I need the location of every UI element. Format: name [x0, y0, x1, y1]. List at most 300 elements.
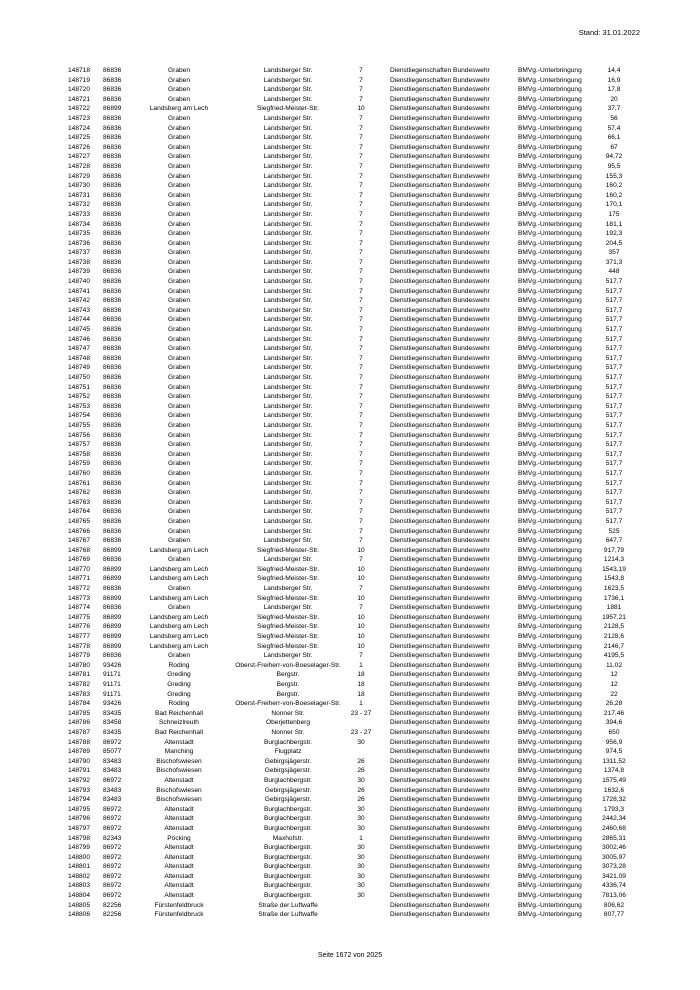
cell-id: 148806	[68, 911, 91, 919]
cell-ort: Graben	[168, 335, 190, 343]
cell-number: 7	[359, 220, 363, 228]
cell-ort: Graben	[168, 374, 190, 381]
cell-id: 148786	[68, 719, 91, 727]
table-row	[0, 834, 700, 844]
cell-area: 807,77	[603, 911, 625, 919]
cell-plz: 86899	[103, 613, 122, 621]
cell-number: 30	[357, 892, 365, 900]
cell-number: 7	[359, 652, 363, 660]
cell-id: 148802	[68, 872, 91, 880]
table-row	[0, 66, 700, 76]
cell-ort: Graben	[168, 143, 190, 151]
cell-category: Dienstliegenschaften Bundeswehr	[390, 479, 490, 487]
cell-usage: BMVg.-Unterbringung	[518, 805, 582, 813]
cell-area: 394,6	[605, 719, 623, 727]
cell-ort: Graben	[168, 76, 190, 84]
cell-ort: Altenstadt	[164, 844, 194, 852]
cell-id: 148789	[68, 748, 91, 756]
cell-category: Dienstliegenschaften Bundeswehr	[390, 153, 490, 161]
cell-ort: Bad Reichenhall	[154, 709, 204, 717]
table-row	[0, 488, 700, 498]
cell-usage: BMVg.-Unterbringung	[518, 230, 582, 238]
cell-id: 148764	[68, 508, 91, 516]
cell-plz: 83483	[103, 786, 122, 794]
table-row	[0, 546, 700, 556]
table-row	[0, 680, 700, 690]
cell-area: 4336,74	[602, 882, 626, 890]
table-row	[0, 862, 700, 872]
table-row	[0, 805, 700, 815]
cell-ort: Roding	[168, 700, 190, 708]
cell-area: 4195,5	[603, 652, 625, 660]
cell-street: Straße der Luftwaffe	[258, 911, 318, 919]
cell-plz: 86836	[103, 76, 122, 84]
cell-ort: Graben	[168, 201, 190, 209]
table-row	[0, 277, 700, 287]
cell-category: Dienstliegenschaften Bundeswehr	[390, 67, 490, 74]
cell-ort: Altenstadt	[164, 824, 194, 832]
cell-street: Burglachbergstr.	[263, 853, 312, 861]
cell-category: Dienstliegenschaften Bundeswehr	[390, 565, 490, 573]
cell-number: 7	[359, 335, 363, 343]
cell-area: 3002,46	[602, 844, 626, 852]
cell-id: 148793	[68, 786, 91, 794]
cell-street: Oberst-Freiherr-von-Boeselager-Str.	[235, 700, 341, 708]
cell-category: Dienstliegenschaften Bundeswehr	[390, 76, 490, 84]
cell-id: 148747	[68, 345, 91, 353]
cell-street: Landsberger Str.	[263, 489, 313, 497]
cell-area: 1728,32	[602, 796, 626, 804]
cell-category: Dienstliegenschaften Bundeswehr	[390, 383, 490, 391]
cell-usage: BMVg.-Unterbringung	[518, 143, 582, 151]
cell-ort: Landsberg am Lech	[149, 633, 209, 641]
cell-usage: BMVg.-Unterbringung	[518, 767, 582, 775]
table-row	[0, 200, 700, 210]
table-row	[0, 306, 700, 316]
cell-id: 148728	[68, 162, 91, 170]
cell-street: Landsberger Str.	[263, 210, 313, 218]
table-row	[0, 248, 700, 258]
cell-street: Landsberger Str.	[263, 335, 313, 343]
cell-category: Dienstliegenschaften Bundeswehr	[390, 172, 490, 180]
table-row	[0, 786, 700, 796]
cell-category: Dienstliegenschaften Bundeswehr	[390, 306, 490, 314]
cell-id: 148719	[68, 76, 91, 84]
cell-area: 204,5	[605, 239, 623, 247]
cell-usage: BMVg.-Unterbringung	[518, 508, 582, 516]
cell-number: 18	[357, 681, 365, 688]
cell-street: Burglachbergstr.	[263, 824, 312, 832]
cell-plz: 86972	[103, 863, 122, 871]
cell-street: Landsberger Str.	[263, 585, 313, 593]
cell-id: 148732	[68, 201, 91, 209]
cell-street: Landsberger Str.	[263, 326, 313, 334]
cell-usage: BMVg.-Unterbringung	[518, 469, 582, 477]
cell-plz: 86836	[103, 172, 122, 180]
table-row	[0, 296, 700, 306]
cell-ort: Altenstadt	[164, 738, 194, 746]
cell-id: 148791	[68, 767, 91, 775]
cell-street: Landsberger Str.	[263, 182, 313, 190]
cell-plz: 86836	[103, 326, 122, 334]
cell-category: Dienstliegenschaften Bundeswehr	[390, 623, 490, 631]
cell-id: 148755	[68, 421, 91, 429]
cell-street: Landsberger Str.	[263, 431, 313, 439]
cell-ort: Pöcking	[167, 834, 191, 842]
cell-usage: BMVg.-Unterbringung	[518, 844, 582, 852]
cell-street: Landsberger Str.	[263, 412, 313, 420]
cell-usage: BMVg.-Unterbringung	[518, 738, 582, 746]
cell-street: Landsberger Str.	[263, 153, 313, 161]
cell-area: 1214,3	[603, 556, 625, 564]
cell-area: 517,7	[605, 431, 623, 439]
cell-area: 2442,34	[602, 815, 626, 823]
cell-usage: BMVg.-Unterbringung	[518, 220, 582, 228]
cell-area: 517,7	[605, 498, 623, 506]
cell-plz: 86899	[103, 594, 122, 602]
cell-ort: Graben	[168, 306, 190, 314]
cell-street: Burglachbergstr.	[263, 872, 312, 880]
cell-id: 148801	[68, 863, 91, 871]
cell-number: 18	[357, 690, 365, 698]
cell-number: 30	[357, 824, 365, 832]
cell-usage: BMVg.-Unterbringung	[518, 191, 582, 199]
cell-area: 3421,09	[602, 872, 626, 880]
cell-area: 11,02	[605, 661, 622, 669]
cell-category: Dienstliegenschaften Bundeswehr	[390, 201, 490, 209]
cell-id: 148804	[68, 892, 91, 900]
cell-street: Oberjettenberg	[266, 719, 310, 727]
cell-usage: BMVg.-Unterbringung	[518, 201, 582, 209]
cell-number: 1	[359, 834, 363, 842]
cell-street: Siegfried-Meister-Str.	[257, 565, 319, 573]
cell-street: Landsberger Str.	[263, 239, 313, 247]
cell-plz: 82256	[103, 911, 122, 919]
cell-plz: 86836	[103, 517, 122, 525]
cell-area: 26,28	[605, 700, 623, 708]
table-row	[0, 747, 700, 757]
cell-plz: 86836	[103, 134, 122, 142]
table-row	[0, 536, 700, 546]
cell-number: 30	[357, 738, 365, 746]
cell-ort: Graben	[168, 469, 190, 477]
cell-area: 2460,68	[602, 824, 626, 832]
cell-street: Siegfried-Meister-Str.	[257, 613, 319, 621]
cell-ort: Bischofswiesen	[156, 786, 202, 794]
cell-category: Dienstliegenschaften Bundeswehr	[390, 661, 490, 669]
cell-category: Dienstliegenschaften Bundeswehr	[390, 124, 490, 132]
cell-number: 7	[359, 316, 363, 324]
table-row	[0, 114, 700, 124]
cell-plz: 86836	[103, 527, 122, 535]
cell-street: Landsberger Str.	[263, 479, 313, 487]
cell-number: 30	[357, 853, 365, 861]
cell-ort: Landsberg am Lech	[149, 613, 209, 621]
cell-area: 16,9	[607, 76, 621, 84]
cell-street: Landsberger Str.	[263, 86, 313, 94]
cell-category: Dienstliegenschaften Bundeswehr	[390, 709, 490, 717]
cell-id: 148759	[68, 460, 91, 468]
cell-id: 148787	[68, 728, 91, 736]
cell-number: 10	[357, 575, 365, 583]
table-row	[0, 335, 700, 345]
cell-ort: Altenstadt	[164, 863, 194, 871]
cell-category: Dienstliegenschaften Bundeswehr	[390, 517, 490, 525]
cell-ort: Graben	[168, 230, 190, 238]
cell-category: Dienstliegenschaften Bundeswehr	[390, 853, 490, 861]
cell-number: 7	[359, 364, 363, 372]
cell-plz: 86836	[103, 479, 122, 487]
cell-number: 7	[359, 517, 363, 525]
cell-category: Dienstliegenschaften Bundeswehr	[390, 220, 490, 228]
cell-plz: 86899	[103, 623, 122, 631]
cell-plz: 86899	[103, 642, 122, 650]
cell-street: Landsberger Str.	[263, 201, 313, 209]
cell-area: 12	[610, 681, 618, 688]
table-row	[0, 325, 700, 335]
cell-ort: Bad Reichenhall	[154, 728, 204, 736]
cell-street: Siegfried-Meister-Str.	[257, 623, 319, 631]
table-row	[0, 287, 700, 297]
table-row	[0, 574, 700, 584]
cell-number: 7	[359, 182, 363, 190]
cell-area: 525	[608, 527, 620, 535]
table-row	[0, 881, 700, 891]
cell-street: Nonner Str.	[271, 728, 305, 736]
cell-usage: BMVg.-Unterbringung	[518, 901, 582, 909]
cell-category: Dienstliegenschaften Bundeswehr	[390, 460, 490, 468]
cell-id: 148744	[68, 316, 91, 324]
cell-plz: 86972	[103, 872, 122, 880]
cell-usage: BMVg.-Unterbringung	[518, 796, 582, 804]
cell-ort: Roding	[168, 661, 190, 669]
cell-plz: 86836	[103, 364, 122, 372]
cell-plz: 86836	[103, 354, 122, 362]
cell-ort: Graben	[168, 431, 190, 439]
cell-usage: BMVg.-Unterbringung	[518, 709, 582, 717]
cell-area: 1793,3	[603, 805, 625, 813]
cell-street: Burglachbergstr.	[263, 892, 312, 900]
cell-plz: 86836	[103, 67, 122, 74]
cell-street: Landsberger Str.	[263, 258, 313, 266]
cell-number: 7	[359, 431, 363, 439]
cell-plz: 86836	[103, 278, 122, 286]
cell-plz: 86836	[103, 345, 122, 353]
cell-usage: BMVg.-Unterbringung	[518, 393, 582, 401]
cell-plz: 83483	[103, 767, 122, 775]
cell-number: 7	[359, 143, 363, 151]
cell-ort: Graben	[168, 508, 190, 516]
cell-usage: BMVg.-Unterbringung	[518, 911, 582, 919]
cell-usage: BMVg.-Unterbringung	[518, 776, 582, 784]
cell-ort: Graben	[168, 210, 190, 218]
cell-id: 148743	[68, 306, 91, 314]
table-row	[0, 191, 700, 201]
cell-plz: 86836	[103, 230, 122, 238]
cell-ort: Graben	[168, 537, 190, 545]
cell-category: Dienstliegenschaften Bundeswehr	[390, 105, 490, 113]
table-row	[0, 431, 700, 441]
cell-usage: BMVg.-Unterbringung	[518, 892, 582, 900]
cell-street: Siegfried-Meister-Str.	[257, 642, 319, 650]
cell-area: 517,7	[605, 278, 623, 286]
cell-street: Landsberger Str.	[263, 287, 313, 295]
cell-usage: BMVg.-Unterbringung	[518, 249, 582, 257]
cell-category: Dienstliegenschaften Bundeswehr	[390, 86, 490, 94]
cell-area: 517,7	[605, 460, 623, 468]
cell-plz: 83483	[103, 757, 122, 765]
cell-street: Landsberger Str.	[263, 374, 313, 381]
cell-id: 148720	[68, 86, 91, 94]
table-row	[0, 76, 700, 86]
cell-ort: Graben	[168, 86, 190, 94]
cell-street: Bergstr.	[276, 690, 300, 698]
table-row	[0, 411, 700, 421]
cell-id: 148773	[68, 594, 91, 602]
cell-street: Landsberger Str.	[263, 230, 313, 238]
cell-area: 1623,5	[603, 585, 625, 593]
cell-plz: 86836	[103, 402, 122, 410]
cell-usage: BMVg.-Unterbringung	[518, 210, 582, 218]
cell-category: Dienstliegenschaften Bundeswehr	[390, 796, 490, 804]
cell-number: 7	[359, 134, 363, 142]
table-row	[0, 661, 700, 671]
cell-area: 14,4	[607, 67, 621, 74]
cell-category: Dienstliegenschaften Bundeswehr	[390, 805, 490, 813]
cell-number: 7	[359, 278, 363, 286]
cell-id: 148785	[68, 709, 91, 717]
cell-area: 1311,52	[602, 757, 626, 765]
cell-plz: 86836	[103, 460, 122, 468]
cell-ort: Graben	[168, 67, 190, 74]
table-row	[0, 392, 700, 402]
cell-area: 517,7	[605, 421, 623, 429]
cell-usage: BMVg.-Unterbringung	[518, 489, 582, 497]
cell-number: 7	[359, 172, 363, 180]
cell-usage: BMVg.-Unterbringung	[518, 374, 582, 381]
cell-ort: Bischofswiesen	[156, 757, 202, 765]
cell-number: 7	[359, 556, 363, 564]
cell-plz: 83458	[103, 719, 122, 727]
cell-street: Landsberger Str.	[263, 306, 313, 314]
cell-ort: Graben	[168, 556, 190, 564]
cell-id: 148734	[68, 220, 91, 228]
cell-plz: 86899	[103, 546, 122, 554]
cell-number: 7	[359, 585, 363, 593]
cell-category: Dienstliegenschaften Bundeswehr	[390, 786, 490, 794]
cell-id: 148724	[68, 124, 91, 132]
cell-plz: 86836	[103, 604, 122, 612]
cell-id: 148754	[68, 412, 91, 420]
cell-number: 30	[357, 805, 365, 813]
cell-id: 148782	[68, 681, 91, 688]
cell-number: 10	[357, 623, 365, 631]
cell-area: 1957,21	[602, 613, 626, 621]
cell-usage: BMVg.-Unterbringung	[518, 95, 582, 103]
cell-area: 517,7	[605, 287, 623, 295]
cell-street: Landsberger Str.	[263, 172, 313, 180]
cell-plz: 86972	[103, 892, 122, 900]
cell-category: Dienstliegenschaften Bundeswehr	[390, 892, 490, 900]
cell-ort: Altenstadt	[164, 872, 194, 880]
cell-ort: Graben	[168, 402, 190, 410]
cell-number: 7	[359, 114, 363, 122]
cell-plz: 86836	[103, 469, 122, 477]
cell-id: 148790	[68, 757, 91, 765]
cell-area: 22	[610, 690, 618, 698]
cell-ort: Graben	[168, 479, 190, 487]
cell-street: Landsberger Str.	[263, 278, 313, 286]
table-row	[0, 450, 700, 460]
table-row	[0, 172, 700, 182]
cell-plz: 86836	[103, 297, 122, 305]
cell-ort: Graben	[168, 498, 190, 506]
cell-area: 12	[610, 671, 618, 679]
cell-id: 148781	[68, 671, 91, 679]
cell-usage: BMVg.-Unterbringung	[518, 114, 582, 122]
table-row	[0, 891, 700, 901]
cell-number: 10	[357, 613, 365, 621]
table-row	[0, 133, 700, 143]
cell-category: Dienstliegenschaften Bundeswehr	[390, 374, 490, 381]
cell-category: Dienstliegenschaften Bundeswehr	[390, 354, 490, 362]
cell-plz: 86836	[103, 86, 122, 94]
cell-usage: BMVg.-Unterbringung	[518, 335, 582, 343]
cell-ort: Graben	[168, 316, 190, 324]
cell-number: 7	[359, 537, 363, 545]
cell-id: 148735	[68, 230, 91, 238]
table-row	[0, 613, 700, 623]
cell-plz: 86836	[103, 585, 122, 593]
cell-ort: Graben	[168, 287, 190, 295]
cell-usage: BMVg.-Unterbringung	[518, 460, 582, 468]
cell-category: Dienstliegenschaften Bundeswehr	[390, 633, 490, 641]
cell-category: Dienstliegenschaften Bundeswehr	[390, 863, 490, 871]
cell-number: 26	[357, 786, 365, 794]
cell-usage: BMVg.-Unterbringung	[518, 326, 582, 334]
cell-number: 7	[359, 460, 363, 468]
cell-plz: 86972	[103, 824, 122, 832]
cell-id: 148803	[68, 882, 91, 890]
table-row	[0, 344, 700, 354]
cell-usage: BMVg.-Unterbringung	[518, 316, 582, 324]
cell-number: 18	[357, 671, 365, 679]
cell-number: 7	[359, 527, 363, 535]
cell-category: Dienstliegenschaften Bundeswehr	[390, 719, 490, 727]
cell-id: 148718	[68, 67, 91, 74]
cell-street: Gebirgsjägerstr.	[264, 796, 312, 804]
cell-id: 148784	[68, 700, 91, 708]
cell-ort: Graben	[168, 124, 190, 132]
cell-id: 148799	[68, 844, 91, 852]
table-row	[0, 315, 700, 325]
cell-usage: BMVg.-Unterbringung	[518, 661, 582, 669]
cell-plz: 86836	[103, 268, 122, 276]
cell-street: Nonner Str.	[271, 709, 305, 717]
cell-street: Oberst-Freiherr-von-Boeselager-Str.	[235, 661, 341, 669]
cell-id: 148792	[68, 776, 91, 784]
cell-usage: BMVg.-Unterbringung	[518, 258, 582, 266]
cell-usage: BMVg.-Unterbringung	[518, 364, 582, 372]
cell-id: 148748	[68, 354, 91, 362]
cell-number: 30	[357, 863, 365, 871]
table-row	[0, 814, 700, 824]
cell-ort: Graben	[168, 239, 190, 247]
cell-category: Dienstliegenschaften Bundeswehr	[390, 335, 490, 343]
cell-usage: BMVg.-Unterbringung	[518, 824, 582, 832]
cell-ort: Graben	[168, 517, 190, 525]
cell-plz: 86972	[103, 844, 122, 852]
